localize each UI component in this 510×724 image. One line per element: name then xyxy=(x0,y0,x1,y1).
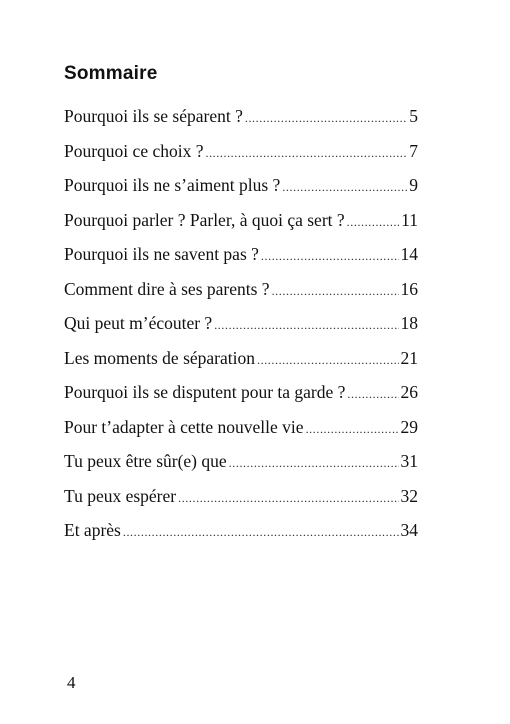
toc-entry-label: Pourquoi ils ne savent pas ? xyxy=(64,244,259,264)
toc-leader-dots xyxy=(229,446,399,481)
toc-entry xyxy=(64,168,418,203)
toc-entry-label: Pourquoi ce choix ? xyxy=(64,140,204,161)
toc-leader-dots xyxy=(347,377,398,412)
toc-entry-label: Et après xyxy=(64,520,121,540)
toc-entry-page: 11 xyxy=(401,209,418,230)
toc-title: Sommaire xyxy=(64,63,158,84)
toc-entry xyxy=(64,306,418,341)
toc-entry-page: 34 xyxy=(400,520,418,540)
toc-entry xyxy=(64,410,418,445)
toc-entry-page: 32 xyxy=(400,485,418,506)
toc-entry xyxy=(64,513,418,548)
toc-entry-label: Qui peut m’écouter ? xyxy=(64,313,213,333)
toc-leader-dots xyxy=(306,412,399,447)
toc-leader-dots xyxy=(178,481,398,516)
toc-entry-label: Les moments de séparation xyxy=(64,347,255,368)
toc-leader-dots xyxy=(282,170,407,205)
toc-entry-label: Pourquoi parler ? Parler, à quoi ça sert ? xyxy=(64,209,345,230)
toc-entry-label: Pour t’adapter à cette nouvelle vie xyxy=(64,416,304,437)
toc-list xyxy=(64,99,418,548)
toc-entry-label: Tu peux être sûr(e) que xyxy=(64,451,227,471)
toc-leader-dots xyxy=(261,239,399,274)
toc-entry-page: 31 xyxy=(400,451,418,471)
toc-entry-label: Pourquoi ils se séparent ? xyxy=(64,106,243,126)
toc-entry-page: 21 xyxy=(400,347,418,368)
toc-entry xyxy=(64,479,418,514)
toc-leader-dots xyxy=(245,101,407,136)
toc-leader-dots xyxy=(205,136,407,171)
toc-entry-page: 29 xyxy=(400,416,418,437)
toc-entry xyxy=(64,99,418,134)
toc-entry xyxy=(64,272,418,307)
toc-entry-page: 14 xyxy=(400,244,418,264)
toc-entry-label: Pourquoi ils se disputent pour ta garde ? xyxy=(64,382,346,402)
toc-entry-label: Comment dire à ses parents ? xyxy=(64,278,270,299)
toc-entry-page: 5 xyxy=(409,106,418,126)
toc-leader-dots xyxy=(272,274,399,309)
toc-leader-dots xyxy=(347,205,399,240)
toc-entry xyxy=(64,237,418,272)
toc-entry xyxy=(64,341,418,376)
toc-leader-dots xyxy=(257,343,399,378)
toc-entry xyxy=(64,134,418,169)
toc-leader-dots xyxy=(214,308,398,343)
toc-entry xyxy=(64,375,418,410)
toc-entry xyxy=(64,444,418,479)
toc-entry-label: Tu peux espérer xyxy=(64,485,177,506)
toc-entry-page: 9 xyxy=(409,175,418,195)
page-number: 4 xyxy=(67,673,76,692)
toc-entry-page: 16 xyxy=(400,278,418,299)
toc-entry-label: Pourquoi ils ne s’aiment plus ? xyxy=(64,175,281,195)
toc-entry-page: 7 xyxy=(409,140,418,161)
toc-entry-page: 26 xyxy=(400,382,418,402)
toc-leader-dots xyxy=(123,515,399,550)
toc-entry-page: 18 xyxy=(400,313,418,333)
toc-entry xyxy=(64,203,418,238)
